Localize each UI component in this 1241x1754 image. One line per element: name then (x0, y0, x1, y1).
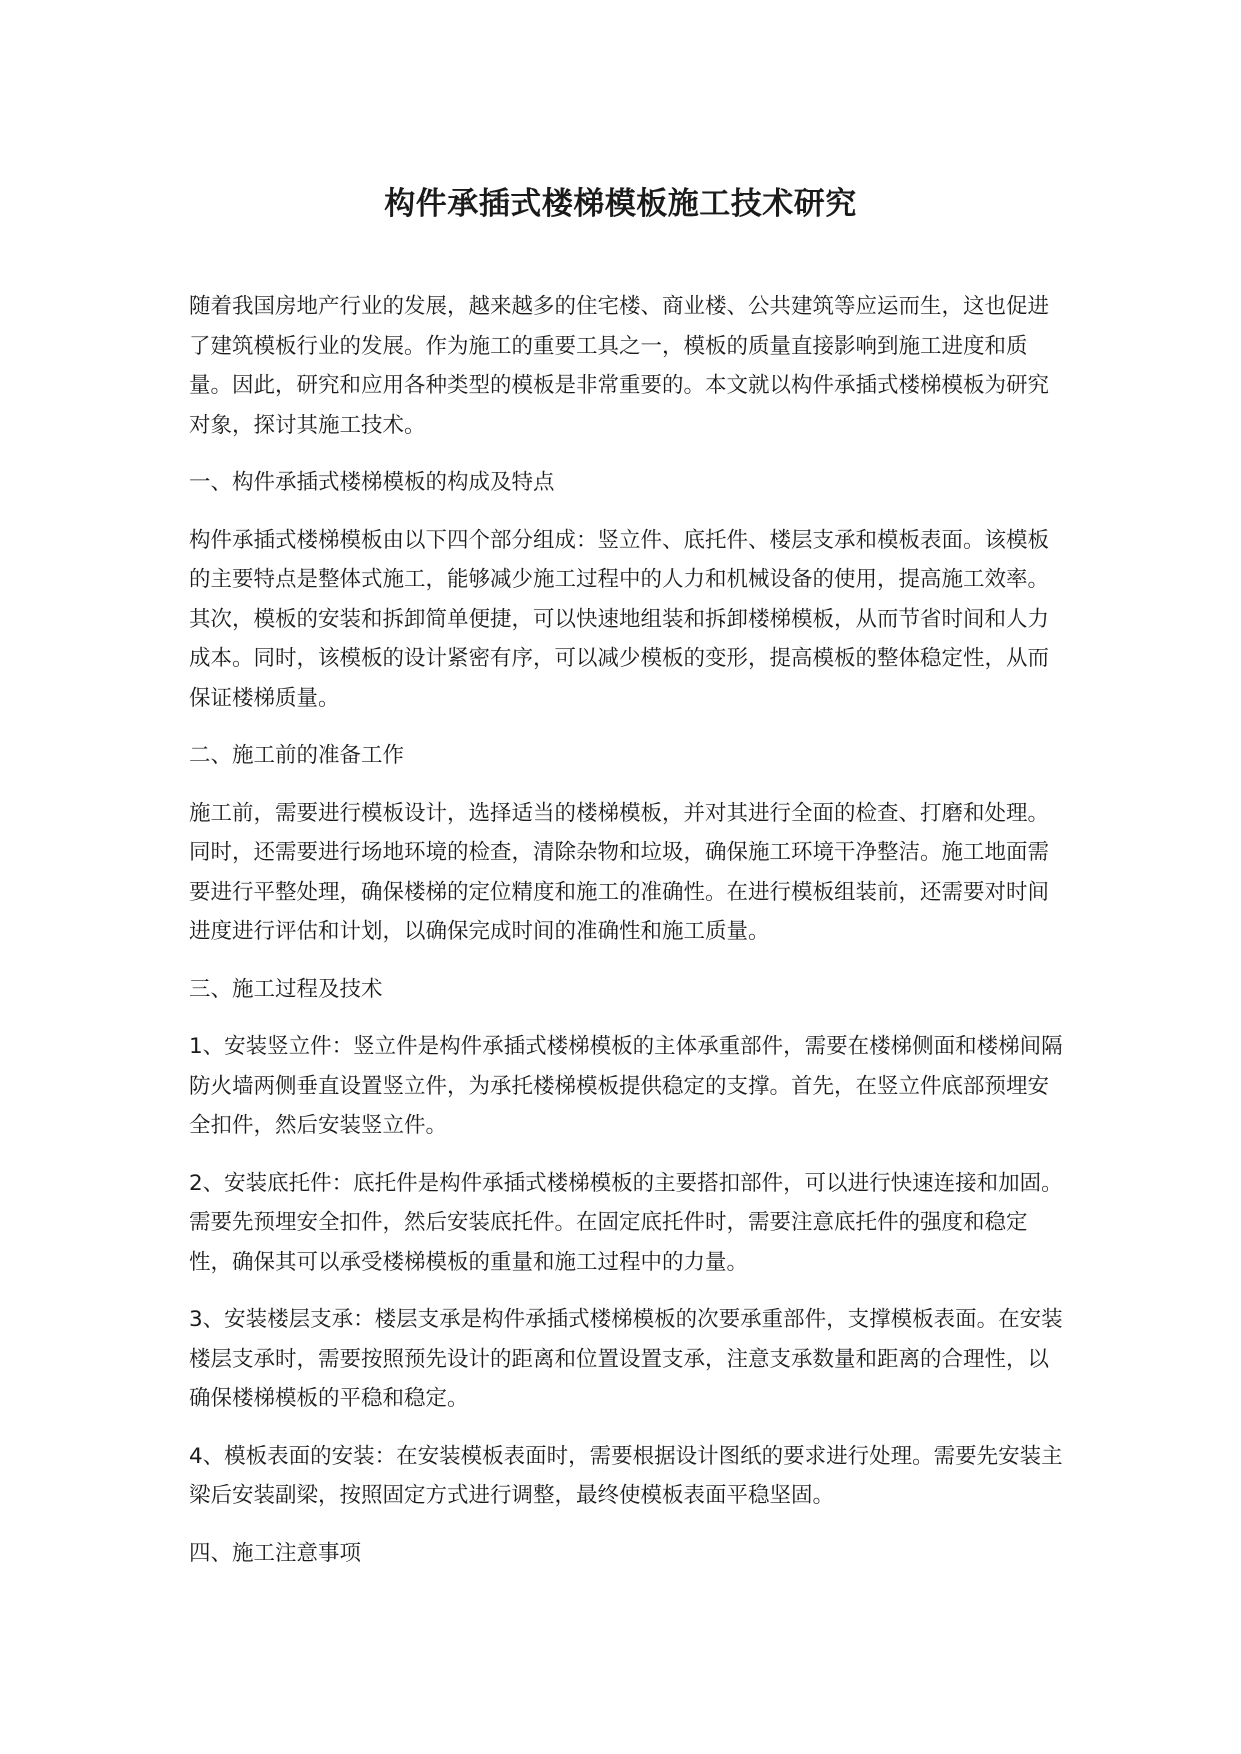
document-body (189, 287, 1069, 1591)
section-heading-3: 三、施工过程及技术 (189, 976, 383, 1002)
section-heading-1: 一、构件承插式楼梯模板的构成及特点 (189, 470, 555, 495)
paragraph-step-4: 4、模板表面的安装：在安装模板表面时，需要根据设计图纸的要求进行处理。需要先安装主梁后安装副梁，按照固定方式进行调整，最终使模板表面平稳坚固。 (189, 1443, 1063, 1508)
paragraph-intro: 随着我国房地产行业的发展，越来越多的住宅楼、商业楼、公共建筑等应运而生，这也促进了建筑模板行业的发展。作为施工的重要工具之一，模板的质量直接影响到施工进度和质量。因此，研究和应用各种类型的模板是非常重要的。本文就以构件承插式楼梯模板为研究对象，探讨其施工技术。 (189, 294, 1050, 438)
section-heading-2: 二、施工前的准备工作 (189, 743, 405, 768)
document-title: 构件承插式楼梯模板施工技术研究 (384, 186, 857, 222)
section-heading-4: 四、施工注意事项 (189, 1540, 362, 1566)
paragraph-step-3: 3、安装楼层支承：楼层支承是构件承插式楼梯模板的次要承重部件，支撑模板表面。在安装楼层支承时，需要按照预先设计的距离和位置设置支承，注意支承数量和距离的合理性，以确保楼梯模板的平稳和稳定。 (189, 1307, 1063, 1411)
paragraph-step-1: 1、安装竖立件：竖立件是构件承插式楼梯模板的主体承重部件，需要在楼梯侧面和楼梯间隔防火墙两侧垂直设置竖立件，为承托楼梯模板提供稳定的支撑。首先，在竖立件底部预埋安全扣件，然后安装竖立件。 (189, 1034, 1063, 1138)
paragraph-composition: 构件承插式楼梯模板由以下四个部分组成：竖立件、底托件、楼层支承和模板表面。该模板的主要特点是整体式施工，能够减少施工过程中的人力和机械设备的使用，提高施工效率。其次，模板的安装和拆卸简单便捷，可以快速地组装和拆卸楼梯模板，从而节省时间和人力成本。同时，该模板的设计紧密有序，可以减少模板的变形，提高模板的整体稳定性，从而保证楼梯质量。 (189, 527, 1050, 711)
paragraph-preparation: 施工前，需要进行模板设计，选择适当的楼梯模板，并对其进行全面的检查、打磨和处理。同时，还需要进行场地环境的检查，清除杂物和垃圾，确保施工环境干净整洁。施工地面需要进行平整处理，确保楼梯的定位精度和施工的准确性。在进行模板组装前，还需要对时间进度进行评估和计划，以确保完成时间的准确性和施工质量。 (189, 800, 1050, 944)
paragraph-step-2: 2、安装底托件：底托件是构件承插式楼梯模板的主要搭扣部件，可以进行快速连接和加固。需要先预埋安全扣件，然后安装底托件。在固定底托件时，需要注意底托件的强度和稳定性，确保其可以承受楼梯模板的重量和施工过程中的力量。 (189, 1170, 1063, 1275)
